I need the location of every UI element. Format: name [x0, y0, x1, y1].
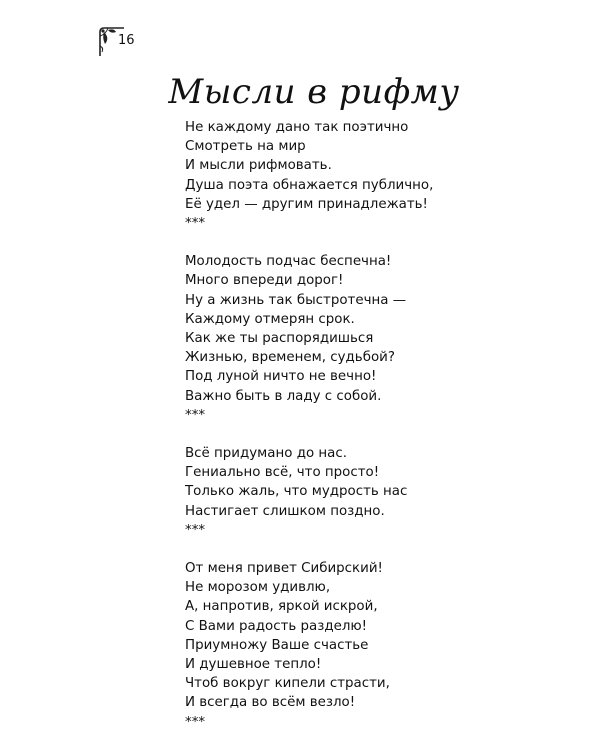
stanza — [185, 444, 565, 540]
page-number: 16 — [118, 33, 135, 48]
poem-line: Смотреть на мир — [185, 139, 306, 155]
poem-line: Не морозом удивлю, — [185, 580, 331, 596]
poem-line: Только жаль, что мудрость нас — [185, 484, 408, 500]
poem-line: И всегда во всём везло! — [185, 695, 356, 711]
poem-line: Настигает слишком поздно. — [185, 503, 385, 519]
stanza — [185, 559, 565, 732]
poem-line: Под луной ничто не вечно! — [185, 369, 377, 385]
stanza-separator: *** — [185, 407, 206, 423]
stanza-separator: *** — [185, 522, 206, 538]
poem-line: Много впереди дорог! — [185, 273, 344, 289]
poem-collection — [185, 118, 565, 751]
poem-line: Гениально всё, что просто! — [185, 465, 380, 481]
poem-line: Как же ты распорядишься — [185, 331, 374, 347]
poem-line: От меня привет Сибирский! — [185, 561, 383, 577]
poem-line: Молодость подчас беспечна! — [185, 254, 392, 270]
poem-line: Душа поэта обнажается публично, — [185, 177, 434, 193]
stanza — [185, 118, 565, 233]
poem-line: Жизнью, временем, судьбой? — [185, 350, 395, 366]
poem-line: И душевное тепло! — [185, 657, 322, 673]
stanza-separator: *** — [185, 714, 206, 730]
stanza — [185, 252, 565, 425]
page-title: Мысли в рифму — [168, 72, 460, 112]
poem-line: С Вами радость разделю! — [185, 618, 368, 634]
poem-line: А, напротив, яркой искрой, — [185, 599, 378, 615]
stanza-separator: *** — [185, 216, 206, 232]
poem-line: Каждому отмерян срок. — [185, 311, 355, 327]
poem-line: Чтоб вокруг кипели страсти, — [185, 676, 390, 692]
poem-line: Ну а жизнь так быстротечна — — [185, 292, 407, 308]
poem-line: Её удел — другим принадлежать! — [185, 196, 428, 212]
poem-line: Всё придумано до нас. — [185, 446, 347, 462]
poem-line: Не каждому дано так поэтично — [185, 120, 409, 135]
poem-line: Приумножу Ваше счастье — [185, 637, 369, 653]
poem-line: И мысли рифмовать. — [185, 158, 332, 174]
poem-line: Важно быть в ладу с собой. — [185, 388, 382, 404]
